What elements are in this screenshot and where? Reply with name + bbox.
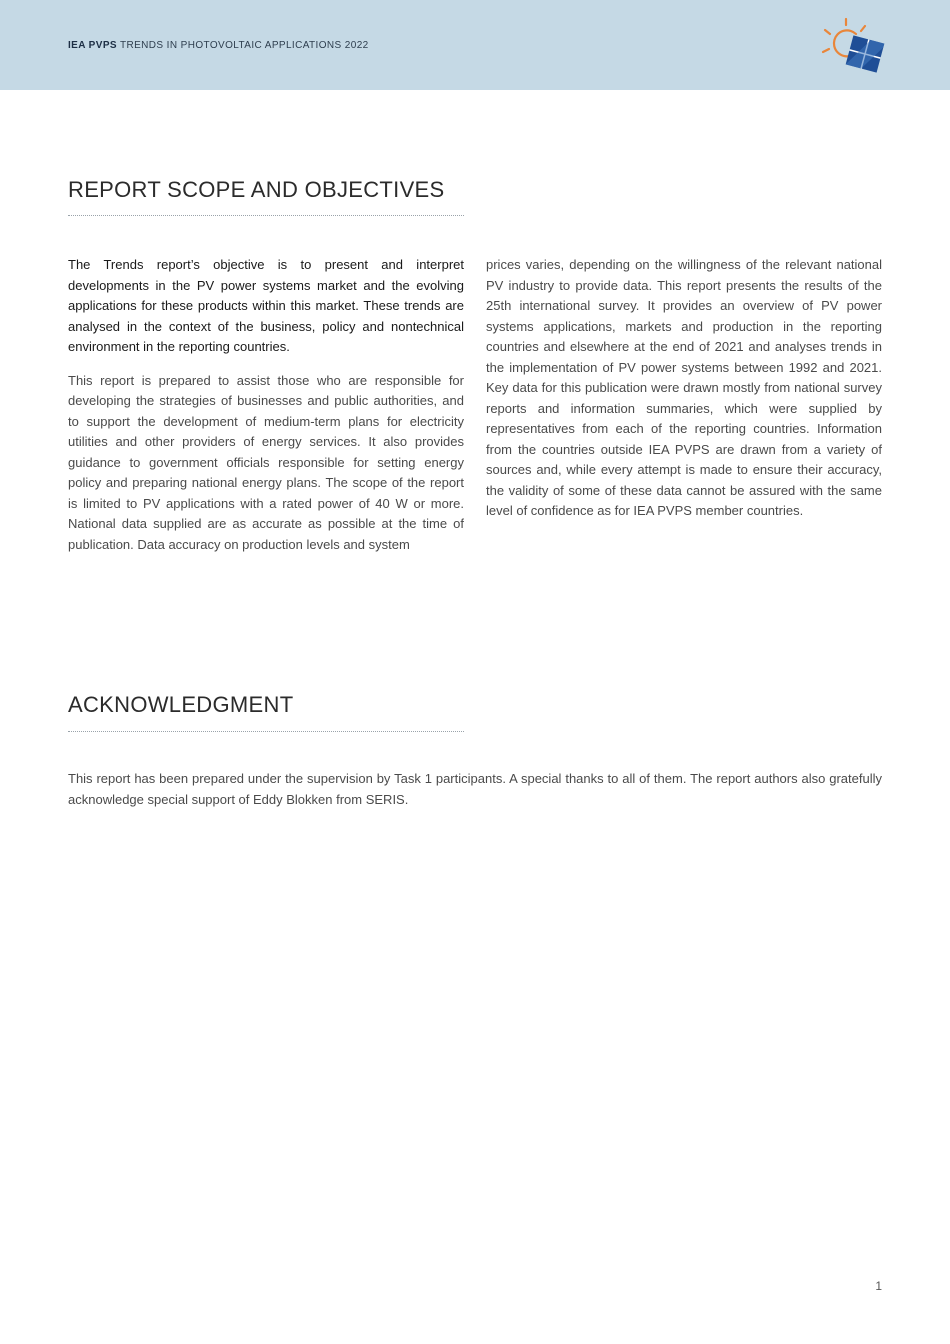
scope-right-column — [486, 255, 882, 522]
scope-title-divider — [68, 215, 464, 216]
page-header — [0, 0, 950, 90]
page-number: 1 — [875, 1279, 882, 1293]
scope-left-column — [68, 255, 464, 555]
acknowledgment-section-title: ACKNOWLEDGMENT — [68, 692, 294, 717]
acknowledgment-paragraph: This report has been prepared under the supervision by Task 1 participants. A special thanks to all of them. The report authors also gratefully acknowledge special support of Eddy Blokken from SERIS. — [68, 771, 882, 807]
scope-body-continuation: prices varies, depending on the willingness of the relevant national PV industry to provide data. This report presents the results of the 25th international survey. It provides an overview of PV power systems applications, markets and production in the reporting countries and elsewhere at the end of 2021 and analyses trends in the implementation of PV power systems between 1992 and 2021. Key data for this publication were drawn mostly from national survey reports and information summaries, which were supplied by representatives from each of the reporting countries. Information from the countries outside IEA PVPS are drawn from a variety of sources and, while every attempt is made to ensure their accuracy, the validity of some of these data cannot be assured with the same level of confidence as for IEA PVPS member countries. — [486, 257, 882, 518]
scope-section-title: REPORT SCOPE AND OBJECTIVES — [68, 177, 445, 202]
running-header — [68, 40, 369, 51]
scope-body-paragraph: This report is prepared to assist those who are responsible for developing the strategies of businesses and public authorities, and to support the development of medium-term plans for electricity utilities and other providers of energy services. It also provides guidance to government officials responsible for setting energy policy and preparing national energy plans. The scope of the report is limited to PV applications with a rated power of 40 W or more. National data supplied are as accurate as possible at the time of publication. Data accuracy on production levels and system — [68, 372, 464, 552]
header-brand: IEA PVPS — [68, 40, 117, 51]
header-title: TRENDS IN PHOTOVOLTAIC APPLICATIONS 2022 — [119, 40, 369, 51]
acknowledgment-title-divider — [68, 731, 464, 732]
scope-lead-paragraph: The Trends report’s objective is to present and interpret developments in the PV power systems market and the evolving applications for these products within this market. These trends are analysed in the context of the business, policy and nontechnical environment in the reporting countries. — [68, 257, 464, 354]
iea-pvps-logo-icon — [820, 16, 886, 78]
